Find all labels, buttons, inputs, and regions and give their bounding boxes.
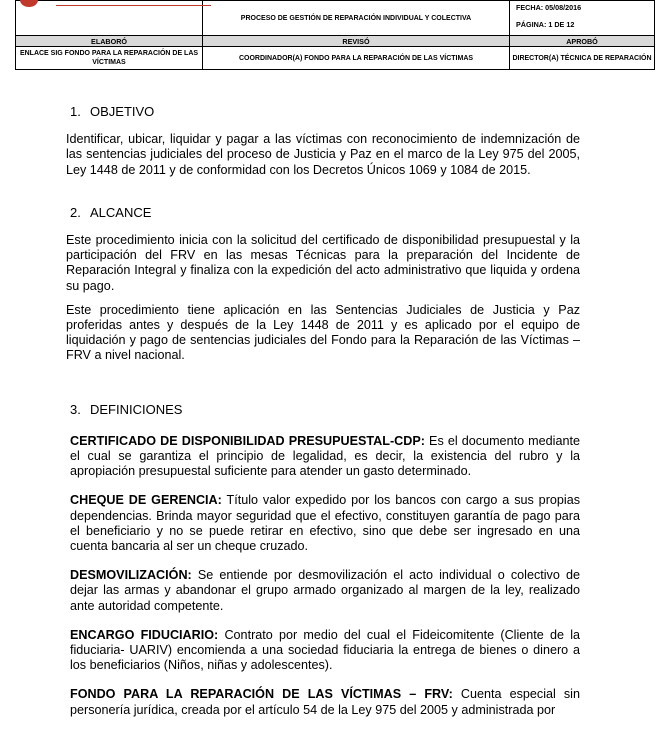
- definition-text: Cuenta especial sin personería jurídica, creada por el artículo 54 de la Ley 975 del 2005 y administrada por: [70, 687, 580, 717]
- definition-term: CERTIFICADO DE DISPONIBILIDAD PRESUPUESTAL-CDP:: [70, 433, 425, 448]
- role-elaboro: ELABORÓ: [16, 36, 203, 47]
- section-heading-definiciones: [70, 402, 580, 417]
- section-heading-alcance: [70, 205, 580, 220]
- definition-term: DESMOVILIZACIÓN:: [70, 568, 192, 583]
- definition-term: FONDO PARA LA REPARACIÓN DE LAS VÍCTIMAS – FRV:: [70, 687, 453, 702]
- document-meta: [510, 1, 655, 36]
- section-number: 1.: [70, 104, 81, 119]
- role-reviso: REVISÓ: [203, 36, 510, 47]
- definition-term: CHEQUE DE GERENCIA:: [70, 493, 222, 508]
- definition-item: [70, 687, 580, 717]
- logo-divider: [56, 5, 211, 6]
- definition-text: Es el documento mediante el cual se garantiza el principio de legalidad, es decir, la existencia del rubro y la apropiación presupuestal suficiente para atender un gasto determinado.: [70, 433, 580, 479]
- definition-item: [70, 493, 580, 554]
- definition-item: [70, 628, 580, 674]
- document-header-table: [15, 0, 655, 70]
- document-body: [66, 104, 580, 718]
- entity-logo-icon: [20, 0, 38, 7]
- section-title: DEFINICIONES: [90, 401, 183, 417]
- process-name: PROCESO DE GESTIÓN DE REPARACIÓN INDIVIDUAL Y COLECTIVA: [203, 1, 510, 36]
- definition-text: Título valor expedido por los bancos con cargo a sus propias dependencias. Brinda mayor seguridad que el efectivo, constituyen garantía de pago para el beneficiario y no se puede retirar en efectivo, sino que debe ser ingresado en una cuenta bancaria al ser un cheque cruzado.: [70, 493, 580, 554]
- alcance-paragraph-2: Este procedimiento tiene aplicación en las Sentencias Judiciales de Justicia y Paz proferidas antes y después de la Ley 1448 de 2011 y es aplicado por el equipo de liquidación y pago de sentencias judiciales del Fondo para la Reparación de las Víctimas – FRV a nivel nacional.: [66, 302, 580, 363]
- section-number: 3.: [70, 401, 81, 417]
- document-date: FECHA: 05/08/2016: [516, 3, 582, 12]
- name-elaboro: ENLACE SIG FONDO PARA LA REPARACIÓN DE LAS VÍCTIMAS: [16, 47, 203, 70]
- definition-item: [70, 568, 580, 614]
- logo-cell: [16, 1, 203, 36]
- definition-text: Contrato por medio del cual el Fideicomitente (Cliente de la fiduciaria- UARIV) encomienda a una sociedad fiduciaria la entrega de bienes o dinero a los beneficiarios (Niños, niñas y adolescentes).: [70, 627, 581, 673]
- name-aprobo: DIRECTOR(A) TÉCNICA DE REPARACIÓN: [510, 47, 655, 70]
- objetivo-paragraph: Identificar, ubicar, liquidar y pagar a las víctimas con reconocimiento de indemnización de las sentencias judiciales del proceso de Justicia y Paz en el marco de la Ley 975 del 2005, Ley 1448 de 2011 y de conformidad con los Decretos Únicos 1069 y 1084 de 2015.: [66, 132, 580, 177]
- section-title: OBJETIVO: [90, 104, 155, 119]
- section-heading-objetivo: [70, 104, 580, 119]
- section-number: 2.: [70, 204, 81, 220]
- definition-item: [70, 434, 580, 480]
- definition-term: ENCARGO FIDUCIARIO:: [70, 627, 219, 642]
- role-aprobo: APROBÓ: [510, 36, 655, 47]
- alcance-paragraph-1: Este procedimiento inicia con la solicitud del certificado de disponibilidad presupuestal y la participación del FRV en las mesas Técnicas para la preparación del Incidente de Reparación Integral y finaliza con la expedición del acto administrativo que liquida y ordena su pago.: [66, 233, 580, 293]
- definition-text: Se entiende por desmovilización el acto individual o colectivo de dejar las armas y abandonar el grupo armado organizado al margen de la ley, realizado ante autoridad competente.: [70, 568, 580, 613]
- page-indicator: PÁGINA: 1 DE 12: [516, 20, 575, 29]
- name-reviso: COORDINADOR(A) FONDO PARA LA REPARACIÓN DE LAS VÍCTIMAS: [203, 47, 510, 70]
- section-title: ALCANCE: [90, 204, 152, 220]
